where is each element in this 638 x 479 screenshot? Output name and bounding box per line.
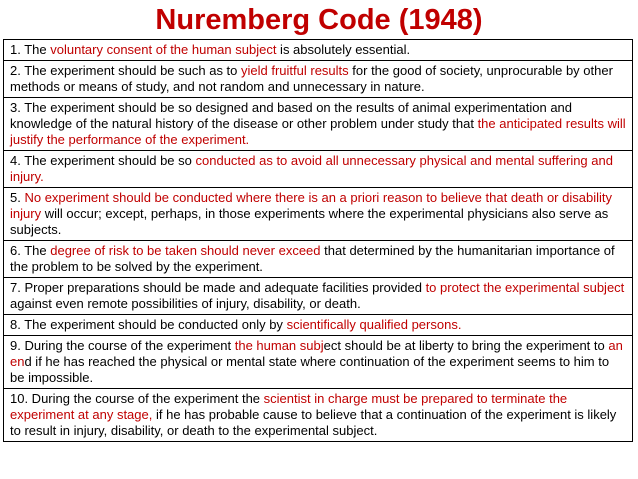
principle-text: 9. During the course of the experiment xyxy=(10,338,235,353)
principle-text: against even remote possibilities of injury, disability, or death. xyxy=(10,296,361,311)
principle-text: d if he has reached the physical or mental state where continuation of the experiment seems to him to be impossible. xyxy=(10,354,610,385)
principle-text: 10. During the course of the experiment the xyxy=(10,391,264,406)
highlighted-text: scientist in charge must be prepared to terminate the experiment at any stage, xyxy=(10,391,568,422)
principle-text: if he has probable cause to believe that a continuation of the experiment is likely to result in injury, disability, or death to the experimental subject. xyxy=(10,407,617,438)
highlighted-text: No experiment should be conducted where there is an a priori reason to believe that death or disability injury xyxy=(10,190,612,221)
principle-text: ect should be at liberty to bring the experiment to xyxy=(323,338,609,353)
principle-text: will occur; except, perhaps, in those experiments where the experimental physicians also serve as subjects. xyxy=(10,206,609,237)
principle-text: 1. The xyxy=(10,42,51,57)
principle-row-7 xyxy=(3,278,633,315)
principle-row-6 xyxy=(3,241,633,278)
principle-row-2 xyxy=(3,61,633,98)
principle-text: for the good of society, unprocurable by other methods or means of study, and not random and unnecessary in nature. xyxy=(10,63,613,94)
principle-row-4 xyxy=(3,151,633,188)
principle-row-5 xyxy=(3,188,633,241)
highlighted-text: yield fruitful results xyxy=(241,63,349,78)
principles-table xyxy=(3,39,633,442)
principle-text: 7. Proper preparations should be made and adequate facilities provided xyxy=(10,280,426,295)
principle-text: is absolutely essential. xyxy=(276,42,411,57)
principle-text: 3. The experiment should be so designed and based on the results of animal experimentation and knowledge of the natural history of the disease or other problem under study that xyxy=(10,100,573,131)
highlighted-text: the anticipated results will justify the performance of the experiment. xyxy=(10,116,626,147)
principle-text: 8. The experiment should be conducted only by xyxy=(10,317,287,332)
principle-text: 4. The experiment should be so xyxy=(10,153,196,168)
page-title: Nuremberg Code (1948) xyxy=(155,4,483,36)
highlighted-text: degree of risk to be taken should never exceed xyxy=(50,243,321,258)
highlighted-text: conducted as to avoid all unnecessary physical and mental suffering and injury. xyxy=(10,153,613,184)
highlighted-text: an en xyxy=(10,338,623,369)
principle-row-8 xyxy=(3,315,633,336)
highlighted-text: the human subj xyxy=(234,338,324,353)
principle-text: 6. The xyxy=(10,243,51,258)
highlighted-text: voluntary consent of the human subject xyxy=(50,42,277,57)
principle-row-10 xyxy=(3,389,633,442)
principle-text: 2. The experiment should be such as to xyxy=(10,63,242,78)
principle-text: that determined by the humanitarian importance of the problem to be solved by the experiment. xyxy=(10,243,615,274)
principle-row-1 xyxy=(3,40,633,61)
principle-row-3 xyxy=(3,98,633,151)
principle-text: 5. xyxy=(10,190,25,205)
highlighted-text: to protect the experimental subject xyxy=(425,280,625,295)
highlighted-text: scientifically qualified persons. xyxy=(286,317,462,332)
principle-row-9 xyxy=(3,336,633,389)
